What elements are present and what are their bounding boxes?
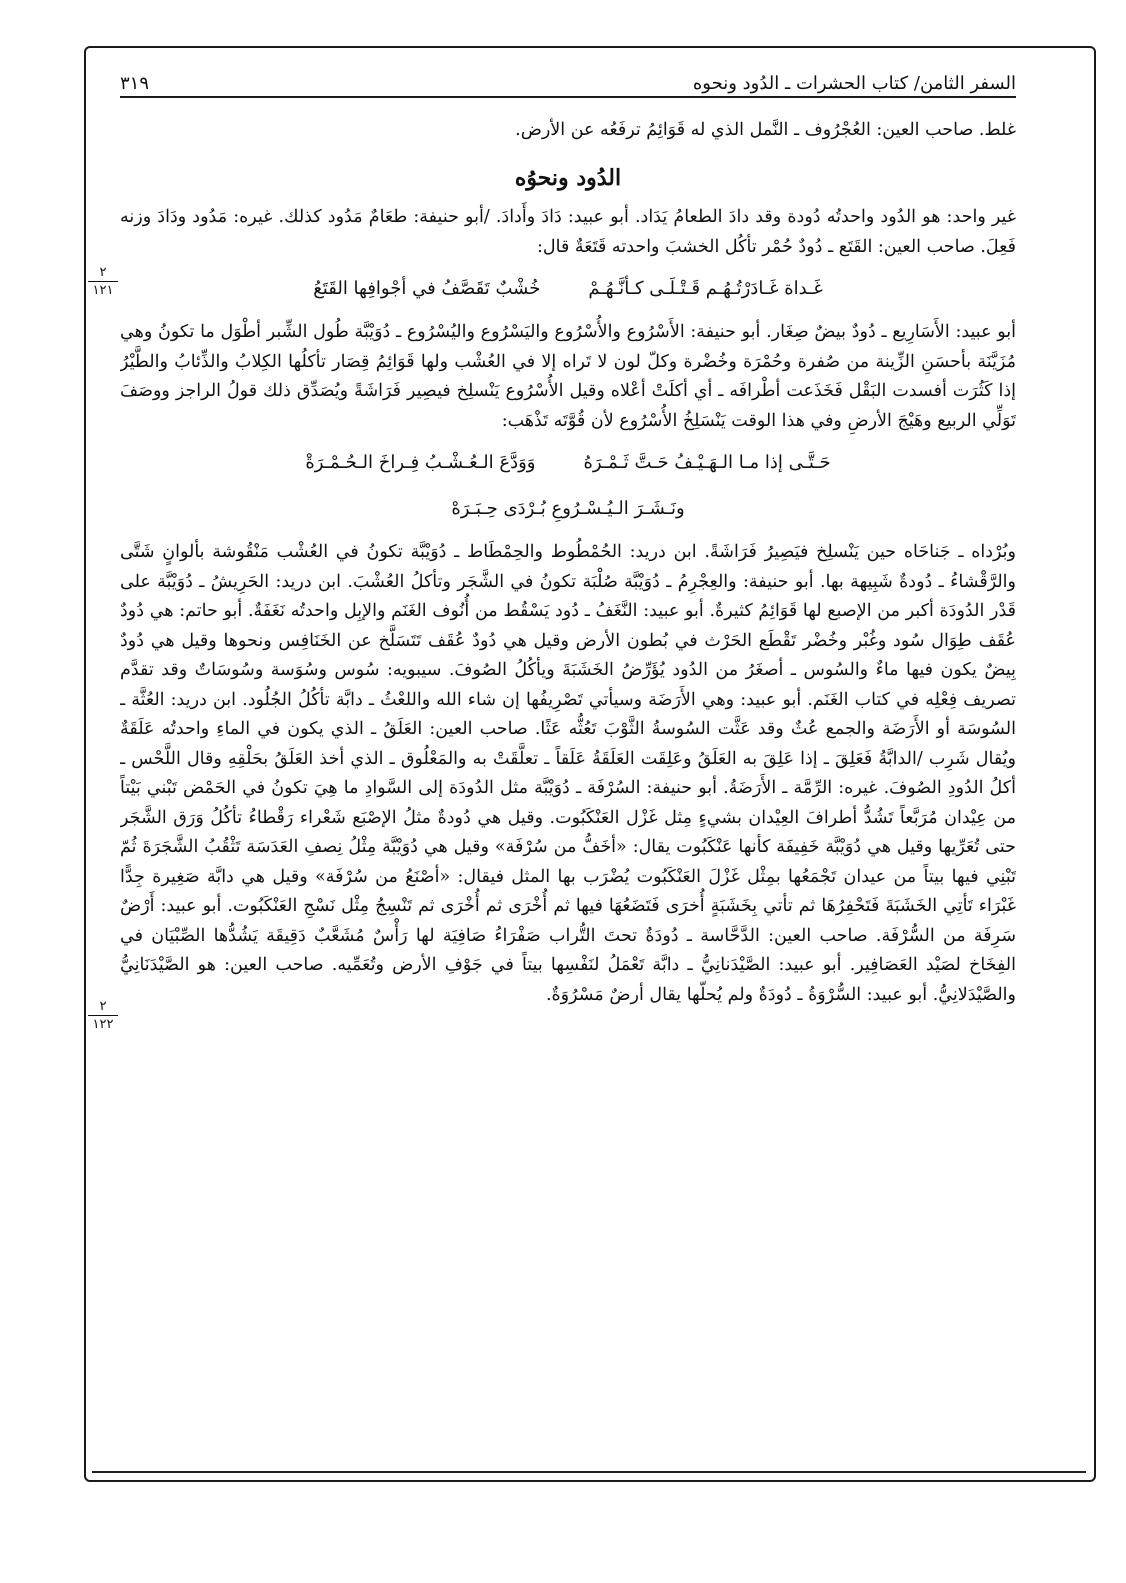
verse-1-left-hemistich: خُشْبٌ تَقَصَّفُ في أجْوافِها القَتَعُ <box>313 278 541 299</box>
margin-ref-bottom: ١٢١ <box>92 283 114 298</box>
margin-reference-121 <box>88 266 118 297</box>
margin-ref-line <box>88 1015 118 1016</box>
margin-ref-line <box>88 281 118 282</box>
margin-ref-top: ٢ <box>99 999 107 1014</box>
running-header <box>120 64 1016 98</box>
opening-line: غلط. صاحب العين: العُجْرُوف ـ النَّمل الذي له قَوَائِمُ ترفَعُه عن الأرض. <box>515 120 1016 140</box>
paragraph-2: أبو عبيد: الأَسَارِيع ـ دُودٌ بيضٌ صِغَار. أبو حنيفة: الأَسْرُوع والأُسْرُوع واليَسْرُوع واليُسْرُوع ـ دُوَيْبَّة طُول الشِّبر أطْوَل ما تكونُ وهي مُزَيَّنَة بأحسَنِ الزِّينة من صُفرة وحُمْرَة وخُضْرة وكلّ لون لا تَراه إلا في العُشْب ولها قَوَائِمُ قِصَار تأكلُها الكِلابُ والذِّئابُ والطَّيْرُ إذا كَثُرَت أفسدت البَقْل فَخَذَعت أطْرافَه ـ أي أكلَتْ أعْلاه وقيل الأُسْرُوع يَنْسلِخ فيصِير فَرَاشَةً ويُصَدِّق ذلك قولُ الراجز ووصَفَ تَوَلِّي الربيع وهَيْجَ الأرضِ وفي هذا الوقت يَنْسَلِخُ الأُسْرُوع لأن قُوَّتَه تَذْهَب: <box>120 322 1016 431</box>
paragraph-1: غير واحد: هو الدُود واحدتُه دُودة وقد دادَ الطعامُ يَدَاد. أبو عبيد: دَادَ وأَدادَ. /أبو حنيفة: طعَامٌ مَدُود كذلك. غيره: مَدُود ودَادَ وزنه فَعِلَ. صاحب العين: القَتَع ـ دُودٌ حُمْر تأكُل الخشبَ واحدته قَتَعَةٌ قال: <box>120 207 1016 257</box>
section-title: الدُود ونحوُه <box>514 164 622 191</box>
verse-1-right-hemistich: غَـداة غَـادَرْتُـهُـم قَـتْـلَـى كـأنَّـهُـمْ <box>588 278 823 299</box>
margin-ref-bottom: ١٢٢ <box>92 1017 114 1032</box>
running-title: السفر الثامن/ كتاب الحشرات ـ الدُود ونحوه <box>692 73 1016 94</box>
paragraph-3: وبُرْداه ـ جَناحَاه حين يَنْسلِخ فيَصِيرُ فَرَاشَةً. ابن دريد: الحُمْطُوط والحِمْطَاط ـ دُوَيْبَّة تكونُ في العُشْب مَنْقُوشة بألوانٍ شَتَّى والرَّقْشاءُ ـ دُودةٌ شَبِيهة بها. أبو حنيفة: والعِجْرِمُ ـ دُوَيْبَّة صُلْبَة تكونُ في الشَّجَر وتأكلُ العُشْبَ. ابن دريد: الحَرِيشُ ـ دُوَيْبَّة على قَدْر الدُودَة أكبر من الإصبع لها قَوَائِمُ كثيرةٌ. أبو عبيد: النَّغَفُ ـ دُود يَسْقُط من أُنُوف الغَنَم والإبِل واحدتُه نَغَفَةٌ. أبو حاتم: هي دُودٌ عُقَف طِوَال سُود وغُبْر وخُضْر تَقْطَع الحَرْث في بُطون الأرض وقيل هي دُودٌ عُقَف تَتَسَلَّخ عن الخَنَافِس ونحوها وقيل هي دُودٌ بِيضٌ يكون فيها ماءٌ والسُوس ـ أصغَرُ من الدُود يُؤَرِّضُ الخَشَبَةَ ويأكُلُ الصُوفَ. سيبويه: سُوس وسُوَسة وسُوسَاتٌ وقد تقدَّم تصريف فِعْلِه في كتاب الغَنَم. أبو عبيد: وهي الأَرَضَة وسيأتي تَصْرِيفُها إن شاء الله واللعْثُ ـ دابَّة تأكُلُ الجُلُود. ابن دريد: العُثَّة ـ السُوسَة أو الأَرَضَة والجمع عُثٌ وقد عَثَّت السُوسةُ الثَّوْبَ تَعُثُّه عَثًا. صاحب العين: العَلَقُ ـ الذي يكون في الماءِ واحدتُه عَلَقَةٌ ويُقال شَرِب /الدابَّةُ فَعَلِقَ ـ إذا عَلِقَ به العَلَقُ وعَلِقَت العَلَقَةُ عَلَقاً ـ تعلَّقَتْ به والمَعْلُوق ـ الذي أخذ العَلَقُ بحَلْقِهِ وقال اللَّحْس ـ أكلُ الدُودِ الصُوفَ. غيره: الرِّمَّة ـ الأَرَضَةُ. أبو حنيفة: السُرْفَة ـ دُوَيْبَّة مثل الدُودَة إلى السَّوادِ ما هِيَ تكونُ في الحَمْض تَبْني بَيْتاً من عِيْدان مُرَبَّعاً تَشُدُّ أطرافَ العِيْدان بشيءٍ مِثل غَزْل العَنْكَبُوت. وقيل هي دُودةٌ مثلُ الإصْبَع شَعْراء رَقْطاءُ تأكُلُ وَرَق الشَّجَر حتى تُعَرِّيها وقيل هي دُوَيْبَّة خَفِيفَة كأنها عَنْكَبُوت يقال: «أخَفُّ من سُرْفَة» وقيل هي دُوَيْبَّة مِثْلُ نِصفِ العَدَسَة تَثْقُبُ الشَّجَرَةَ ثُمّ تَبْنِي فيها بيتاً من عيدان تَجْمَعُها بمِثْل غَزْلَ العَنْكَبُوت يُضْرَب بها المثل فيقال: «أصْنَعُ من سُرْفَة» وقيل هي دابَّة صَغِيرة جِدًّا غَبْرَاء تَأتِي الخَشَبَةَ فَتَحْفِرُهَا ثم تأتي بِخَشَبَةٍ أُخرَى فَتَضَعُهَا فيها ثم أُخْرَى ثم أُخْرَى ثم تَنْسِجُ مِثْل نَسْجِ العَنْكَبُوت. أبو عبيد: أَرْضٌ سَرِفَة من السُّرْفَة. صاحب العين: الدَّحَّاسة ـ دُودَةٌ تحتَ التُّراب صَفْرَاءُ صَافِيَة لها رَأْسٌ مُشَعَّبٌ دَقِيقَة يَشُدُّها الصِّبْيَان في الفِخَاخ لصَيْد العَصَافِير. أبو عبيد: الصَّيْدَنانِيُّ ـ دابَّة تَعْمَلُ لنَفْسِها بيتاً في جَوْفِ الأرض وتُعَمِّيه. صاحب العين: هو الصَّيْدَنَانِيُّ والصَّيْدَلانِيُّ. أبو عبيد: السُّرْوَةُ ـ دُودَةٌ ولم يُحلّها يقال أرضٌ مَسْرُوَةٌ. <box>120 542 1016 1005</box>
verse-2 <box>120 446 1016 480</box>
verse-1 <box>120 272 1016 306</box>
margin-ref-top: ٢ <box>99 265 107 280</box>
verse-2-right-hemistich: حَـتَّـى إذا مـا الـهَـيْـفُ حَـتَّ ثَـمْـرَهُ <box>583 452 831 473</box>
bottom-rule <box>92 1471 1086 1473</box>
main-text <box>120 116 1016 1443</box>
page-number: ٣١٩ <box>120 73 150 94</box>
margin-reference-122 <box>88 1000 118 1031</box>
verse-2-left-hemistich: وَوَدَّعَ الـعُـشْـبُ فِـراخَ الـحُـمْـرَةْ <box>305 452 536 473</box>
verse-3: ونَـشَـرَ الـيُـسْـرُوعِ بُـرْدَى حِـبَـرَهْ <box>451 498 685 519</box>
